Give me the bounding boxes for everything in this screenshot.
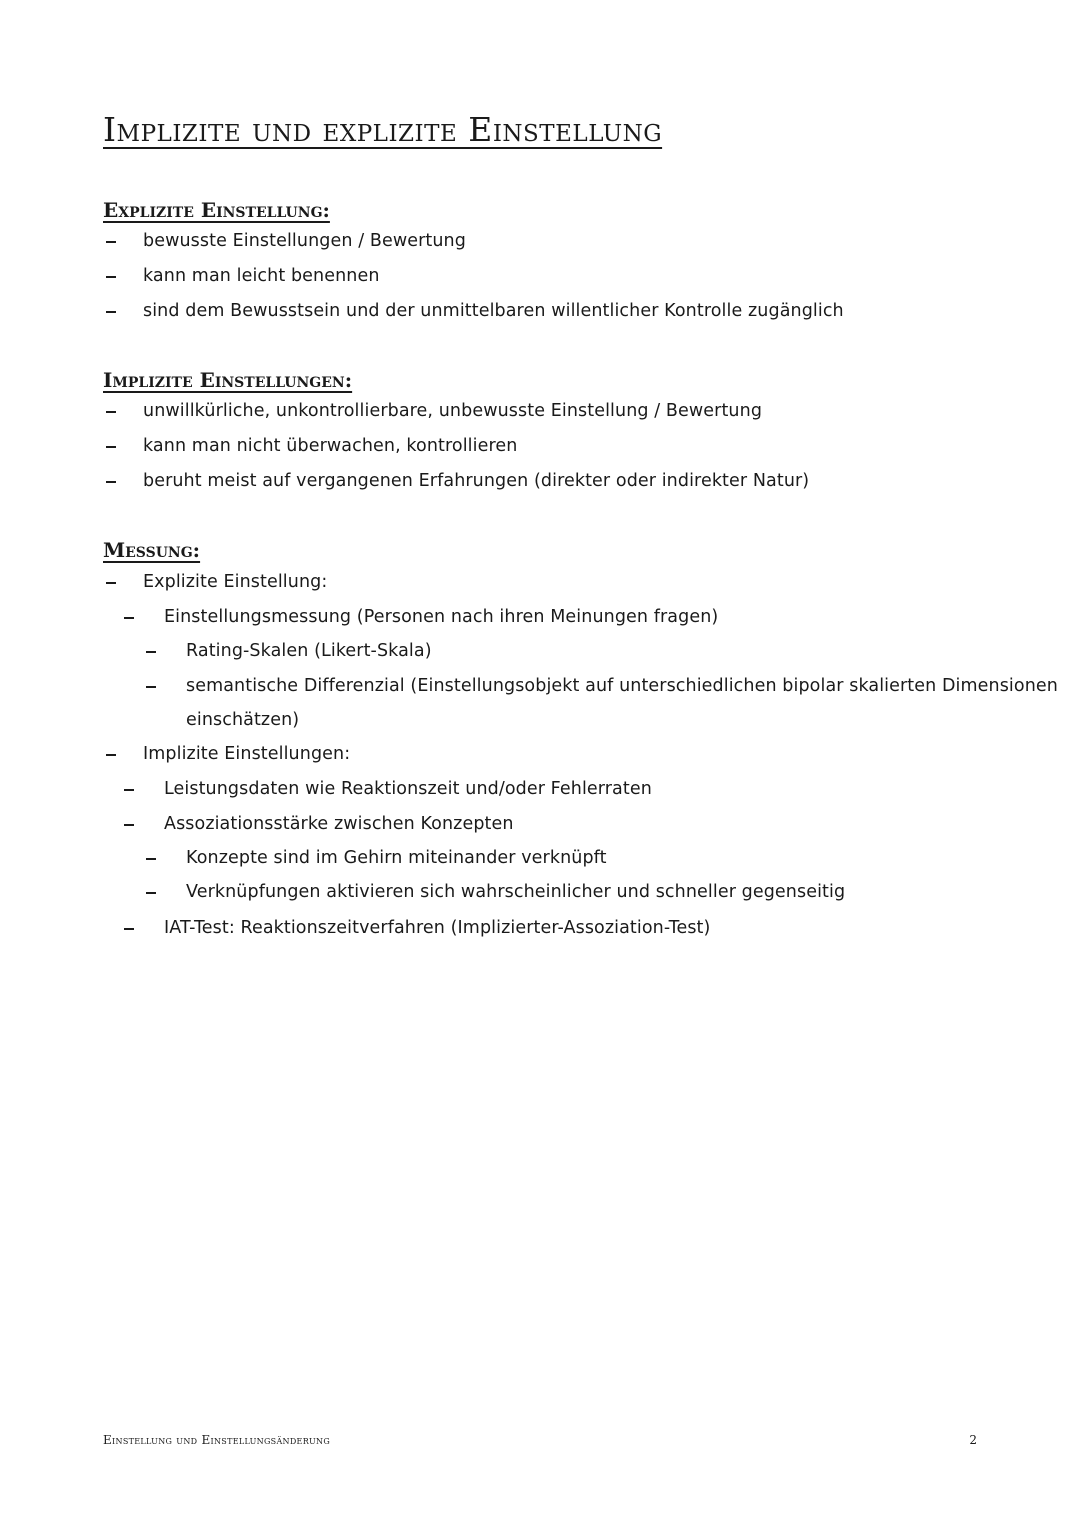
page-footer: Einstellung und Einstellungsänderung (103, 1433, 331, 1447)
page-number: 2 (969, 1433, 977, 1447)
page-title: Implizite und explizite Einstellung (103, 110, 663, 149)
list-item: Verknüpfungen aktivieren sich wahrscheinlicher und schneller gegenseitig (186, 882, 846, 902)
list-item: IAT-Test: Reaktionszeitverfahren (Implizierter-Assoziation-Test) (164, 918, 711, 938)
list-item-continuation: einschätzen) (186, 710, 300, 730)
list-item: bewusste Einstellungen / Bewertung (143, 231, 466, 251)
bullet-dash (106, 311, 116, 313)
section-heading-implicit: Implizite Einstellungen: (103, 368, 353, 392)
bullet-dash (146, 686, 156, 688)
section-heading-explicit: Explizite Einstellung: (103, 198, 330, 222)
list-item: unwillkürliche, unkontrollierbare, unbewusste Einstellung / Bewertung (143, 401, 763, 421)
bullet-dash (106, 754, 116, 756)
bullet-dash (124, 789, 134, 791)
bullet-dash (124, 824, 134, 826)
list-item: Rating-Skalen (Likert-Skala) (186, 641, 432, 661)
bullet-dash (124, 617, 134, 619)
list-item: semantische Differenzial (Einstellungsobjekt auf unterschiedlichen bipolar skalierten Dimensionen (186, 676, 1058, 696)
bullet-dash (106, 241, 116, 243)
bullet-dash (106, 582, 116, 584)
section-heading-measurement: Messung: (103, 538, 201, 562)
bullet-dash (146, 651, 156, 653)
measurement-explicit-label: Explizite Einstellung: (143, 572, 328, 592)
bullet-dash (106, 276, 116, 278)
list-item: Einstellungsmessung (Personen nach ihren Meinungen fragen) (164, 607, 719, 627)
bullet-dash (124, 928, 134, 930)
list-item: kann man leicht benennen (143, 266, 380, 286)
bullet-dash (106, 411, 116, 413)
list-item: kann man nicht überwachen, kontrollieren (143, 436, 518, 456)
list-item: Assoziationsstärke zwischen Konzepten (164, 814, 514, 834)
bullet-dash (106, 446, 116, 448)
bullet-dash (146, 892, 156, 894)
list-item: beruht meist auf vergangenen Erfahrungen (direkter oder indirekter Natur) (143, 471, 810, 491)
bullet-dash (146, 858, 156, 860)
bullet-dash (106, 481, 116, 483)
list-item: Konzepte sind im Gehirn miteinander verknüpft (186, 848, 607, 868)
measurement-implicit-label: Implizite Einstellungen: (143, 744, 351, 764)
list-item: Leistungsdaten wie Reaktionszeit und/oder Fehlerraten (164, 779, 652, 799)
list-item: sind dem Bewusstsein und der unmittelbaren willentlicher Kontrolle zugänglich (143, 301, 844, 321)
